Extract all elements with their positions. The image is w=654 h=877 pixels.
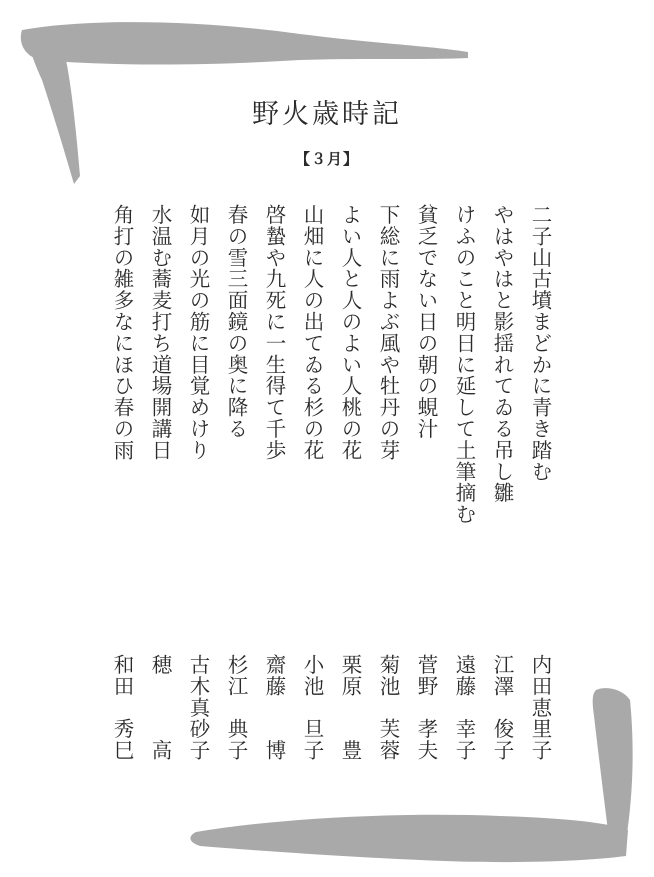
author-name: 杉江 典子 [224,654,248,761]
haiku-text: 水温む蕎麦打ち道場開講日 [148,204,172,461]
haiku-text: けふのこと明日に延して土筆摘む [452,204,476,525]
haiku-text: 下総に雨よぶ風や牡丹の芽 [376,204,400,461]
haiku-text: 啓蟄や九死に一生得て千歩 [262,204,286,461]
author-name: 内田恵里子 [528,654,552,761]
author-name: 齋藤 博 [262,654,286,761]
haiku-text: 二子山古墳まどかに青き踏む [528,204,552,483]
author-name: 穂 高 [148,654,172,761]
haiku-text: 春の雪三面鏡の奥に降る [224,204,248,440]
poem-columns [100,204,554,794]
haiku-text: 角打の雑多なにほひ春の雨 [110,204,134,461]
author-name: 栗原 豊 [338,654,362,761]
author-name: 菊池 芙蓉 [376,654,400,761]
brush-stroke-bottom [190,815,628,862]
haiku-text: やはやはと影揺れてゐる吊し雛 [490,204,514,504]
haiku-text: よい人と人のよい人桃の花 [338,204,362,461]
haiku-text: 山畑に人の出てゐる杉の花 [300,204,324,461]
haiku-text: 如月の光の筋に目覚めけり [186,204,210,461]
month-label: 【３月】 [294,150,359,168]
author-name: 菅野 孝夫 [414,654,438,761]
author-name: 遠藤 幸子 [452,654,476,761]
brush-stroke-top [21,22,468,64]
author-name: 小池 旦子 [300,654,324,761]
author-name: 和田 秀巳 [110,654,134,761]
page-title: 野火歳時記 [252,99,402,130]
author-name: 江澤 俊子 [490,654,514,761]
author-name: 古木真砂子 [186,654,210,761]
brush-stroke-right [593,688,633,846]
haiku-text: 貧乏でない日の朝の蜆汁 [414,204,438,440]
